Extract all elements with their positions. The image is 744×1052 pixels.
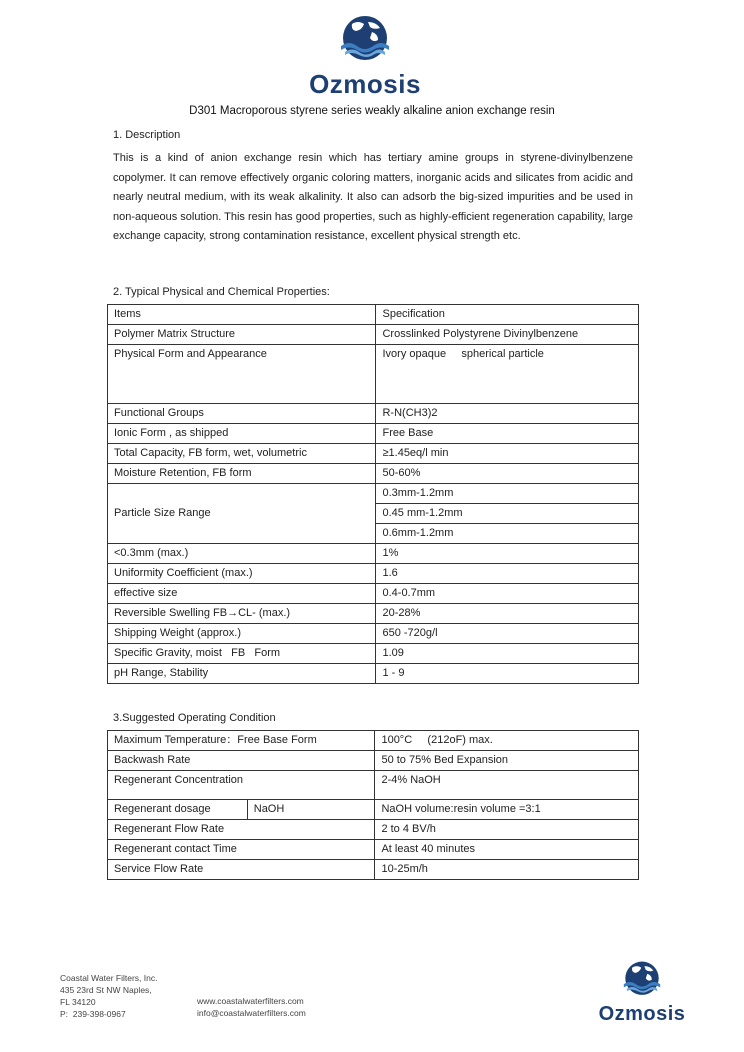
footer-website-link[interactable]: www.coastalwaterfilters.com bbox=[197, 996, 304, 1006]
footer-address bbox=[60, 972, 157, 1020]
spec-cell: 650 -720g/l bbox=[376, 624, 639, 644]
table-row bbox=[108, 424, 639, 444]
spec-cell: 100°C (212oF) max. bbox=[375, 731, 639, 751]
properties-table bbox=[107, 304, 639, 684]
footer-company: Coastal Water Filters, Inc. bbox=[60, 973, 158, 983]
item-cell: Backwash Rate bbox=[108, 751, 375, 771]
table-row bbox=[108, 731, 639, 751]
brand-name: Ozmosis bbox=[598, 1003, 686, 1025]
spec-cell: 50 to 75% Bed Expansion bbox=[375, 751, 639, 771]
footer-street: 435 23rd St NW Naples, bbox=[60, 985, 152, 995]
globe-water-icon bbox=[336, 14, 394, 64]
spec-cell: Ivory opaque spherical particle bbox=[376, 345, 639, 404]
spec-cell: Free Base bbox=[376, 424, 639, 444]
table-row bbox=[108, 751, 639, 771]
spec-cell: 2 to 4 BV/h bbox=[375, 820, 639, 840]
table-row bbox=[108, 820, 639, 840]
table-row bbox=[108, 664, 639, 684]
operating-heading: 3.Suggested Operating Condition bbox=[113, 712, 276, 724]
table-row bbox=[108, 345, 639, 404]
spec-cell: 0.6mm-1.2mm bbox=[376, 524, 639, 544]
item-cell: Regenerant dosage bbox=[108, 800, 248, 820]
table-row bbox=[108, 644, 639, 664]
table-row bbox=[108, 771, 639, 800]
spec-cell: NaOH volume:resin volume =3:1 bbox=[375, 800, 639, 820]
item-cell: Regenerant Concentration bbox=[108, 771, 375, 800]
header-cell: Specification bbox=[376, 305, 639, 325]
document-title: D301 Macroporous styrene series weakly alkaline anion exchange resin bbox=[189, 105, 555, 117]
spec-cell: 1% bbox=[376, 544, 639, 564]
item-cell: <0.3mm (max.) bbox=[108, 544, 376, 564]
item-cell: Regenerant Flow Rate bbox=[108, 820, 375, 840]
table-row bbox=[108, 404, 639, 424]
spec-cell: At least 40 minutes bbox=[375, 840, 639, 860]
spec-cell: 20-28% bbox=[376, 604, 639, 624]
item-cell: Functional Groups bbox=[108, 404, 376, 424]
spec-cell: 10-25m/h bbox=[375, 860, 639, 880]
footer-city: FL 34120 bbox=[60, 997, 96, 1007]
item-cell: Moisture Retention, FB form bbox=[108, 464, 376, 484]
footer-phone: P: 239-398-0967 bbox=[60, 1009, 126, 1019]
spec-cell: 50-60% bbox=[376, 464, 639, 484]
description-heading: 1. Description bbox=[113, 129, 181, 141]
item-cell: Reversible Swelling FB→CL- (max.) bbox=[108, 604, 376, 624]
table-row bbox=[108, 544, 639, 564]
properties-heading: 2. Typical Physical and Chemical Properties: bbox=[113, 286, 330, 298]
table-row bbox=[108, 840, 639, 860]
spec-cell: 1.6 bbox=[376, 564, 639, 584]
description-text: This is a kind of anion exchange resin which has tertiary amine groups in styrene-divinylbenzene copolymer. It can remove effectively organic coloring matters, inorganic acids and silicates from acidic and nearly neutral medium, with its weak alkalinity. It also can adsorb the big-sized impurities and be used in non-aqueous solution. This resin has good properties, such as highly-efficient regeneration capability, large exchange capacity, strong contamination resistance, excellent physical strength etc. bbox=[113, 152, 633, 242]
chem-cell: NaOH bbox=[247, 800, 375, 820]
item-cell: Physical Form and Appearance bbox=[108, 345, 376, 404]
item-cell: Maximum Temperature：Free Base Form bbox=[108, 731, 375, 751]
table-row bbox=[108, 464, 639, 484]
table-row bbox=[108, 484, 639, 504]
spec-cell: 0.3mm-1.2mm bbox=[376, 484, 639, 504]
spec-cell: 1.09 bbox=[376, 644, 639, 664]
table-row bbox=[108, 444, 639, 464]
table-row bbox=[108, 564, 639, 584]
footer-email-link[interactable]: info@coastalwaterfilters.com bbox=[197, 1008, 306, 1018]
item-cell: Service Flow Rate bbox=[108, 860, 375, 880]
table-row bbox=[108, 584, 639, 604]
table-row bbox=[108, 800, 639, 820]
operating-table bbox=[107, 730, 639, 880]
header-logo bbox=[300, 14, 430, 97]
spec-cell: R-N(CH3)2 bbox=[376, 404, 639, 424]
item-cell: Shipping Weight (approx.) bbox=[108, 624, 376, 644]
item-cell: Polymer Matrix Structure bbox=[108, 325, 376, 345]
spec-cell: Crosslinked Polystyrene Divinylbenzene bbox=[376, 325, 639, 345]
item-cell: Specific Gravity, moist FB Form bbox=[108, 644, 376, 664]
globe-water-icon bbox=[620, 960, 664, 998]
footer-logo bbox=[592, 960, 692, 1024]
footer-web bbox=[197, 995, 306, 1019]
spec-cell: 1 - 9 bbox=[376, 664, 639, 684]
item-cell: Regenerant contact Time bbox=[108, 840, 375, 860]
spec-cell: ≥1.45eq/l min bbox=[376, 444, 639, 464]
item-cell: pH Range, Stability bbox=[108, 664, 376, 684]
table-row bbox=[108, 624, 639, 644]
item-cell: Total Capacity, FB form, wet, volumetric bbox=[108, 444, 376, 464]
brand-name: Ozmosis bbox=[309, 69, 421, 99]
table-header-row bbox=[108, 305, 639, 325]
item-cell: Ionic Form , as shipped bbox=[108, 424, 376, 444]
table-row bbox=[108, 860, 639, 880]
table-row bbox=[108, 604, 639, 624]
table-row bbox=[108, 325, 639, 345]
header-cell: Items bbox=[108, 305, 376, 325]
spec-cell: 2-4% NaOH bbox=[375, 771, 639, 800]
spec-cell: 0.45 mm-1.2mm bbox=[376, 504, 639, 524]
item-cell: Particle Size Range bbox=[108, 484, 376, 544]
item-cell: effective size bbox=[108, 584, 376, 604]
item-cell: Uniformity Coefficient (max.) bbox=[108, 564, 376, 584]
spec-cell: 0.4-0.7mm bbox=[376, 584, 639, 604]
